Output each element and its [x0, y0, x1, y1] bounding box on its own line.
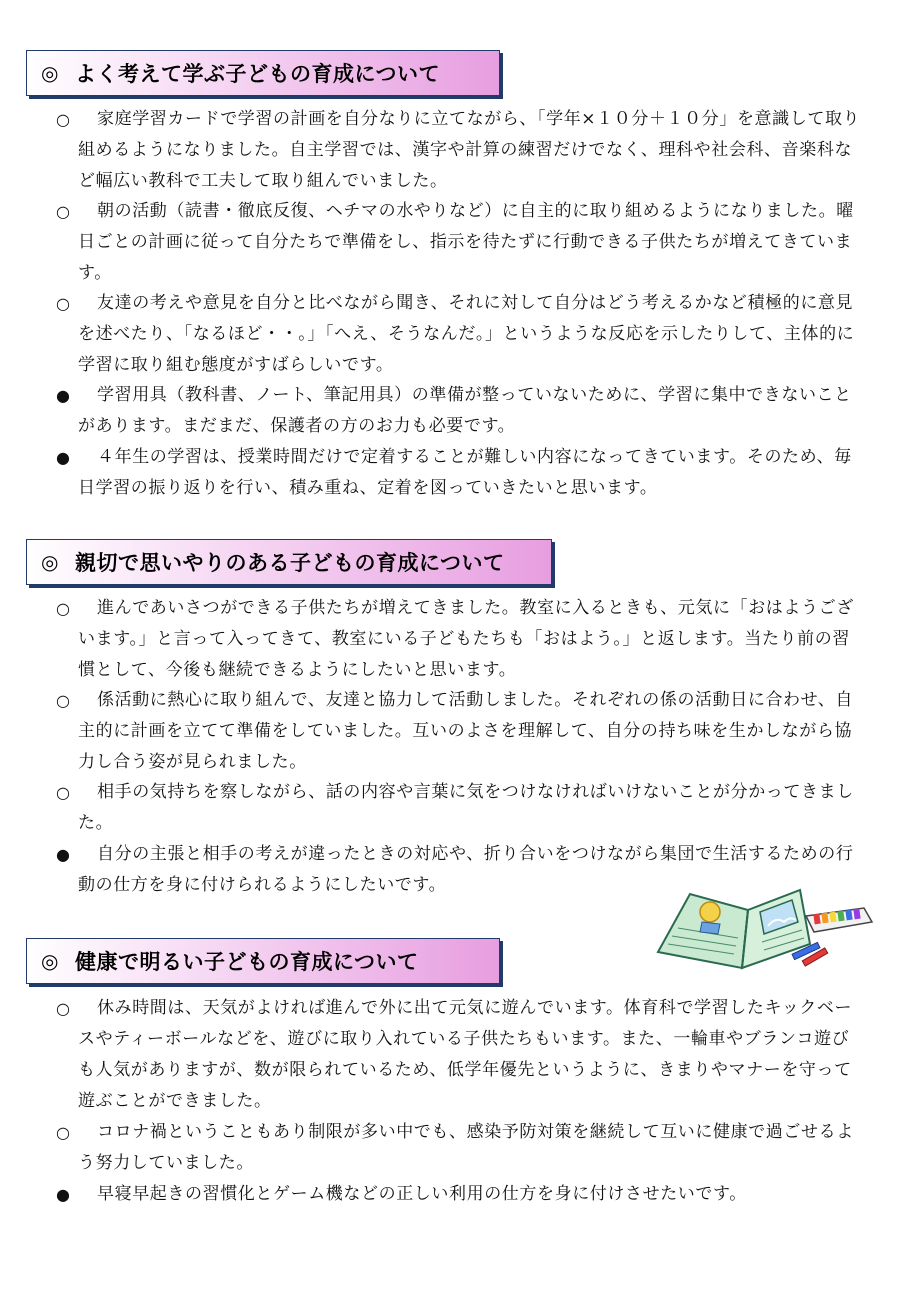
list-item — [56, 1117, 864, 1179]
bullet-icon: ○ — [56, 110, 71, 129]
bullet-icon: ● — [56, 845, 71, 864]
bullet-icon: ○ — [56, 783, 71, 802]
bullet-icon: ● — [56, 448, 71, 467]
item-text: 休み時間は、天気がよければ進んで外に出て元気に遊んでいます。体育科で学習したキックベースやティーボールなどを、遊びに取り入れている子供たちもいます。また、一輪車やブランコ遊びも人気がありますが、数が限られているため、低学年優先というように、きまりやマナーを守って遊ぶことができました。 — [78, 998, 853, 1111]
bullet-icon: ○ — [56, 294, 71, 313]
item-text: 相手の気持ちを察しながら、話の内容や言葉に気をつけなければいけないことが分かってきました。 — [78, 782, 854, 833]
section-title: 親切で思いやりのある子どもの育成について — [74, 551, 505, 575]
list-item — [56, 380, 864, 442]
item-text: 自分の主張と相手の考えが違ったときの対応や、折り合いをつけながら集団で生活するための行動の仕方を身に付けられるようにしたいです。 — [78, 844, 854, 895]
item-text: 学習用具（教科書、ノート、筆記用具）の準備が整っていないために、学習に集中できないことがあります。まだまだ、保護者の方のお力も必要です。 — [78, 385, 852, 436]
item-text: コロナ禍ということもあり制限が多い中でも、感染予防対策を継続して互いに健康で過ごせるよう努力していました。 — [78, 1122, 854, 1173]
list-item — [56, 442, 864, 504]
list-item — [56, 196, 864, 289]
list-item — [56, 993, 864, 1117]
list-item — [56, 104, 864, 197]
item-text: 家庭学習カードで学習の計画を自分なりに立てながら、「学年×１０分＋１０分」を意識して取り組めるようになりました。自主学習では、漢字や計算の練習だけでなく、理科や社会科、音楽科など幅広い教科で工夫して取り組んでいました。 — [78, 109, 861, 191]
bullet-icon: ● — [56, 1185, 71, 1204]
section-heading-learning — [26, 50, 500, 96]
list-item — [56, 288, 864, 381]
notebook-and-crayons-icon — [650, 882, 880, 976]
bullet-icon: ○ — [56, 691, 71, 710]
double-circle-mark: ◎ — [41, 61, 59, 85]
list-item — [56, 1179, 864, 1210]
list-item — [56, 685, 864, 778]
item-text: 係活動に熱心に取り組んで、友達と協力して活動しました。それぞれの係の活動日に合わせ、自主的に計画を立てて準備をしていました。互いのよさを理解して、自分の持ち味を生かしながら協力し合う姿が見られました。 — [78, 690, 853, 772]
list-item — [56, 777, 864, 839]
item-text: 早寝早起きの習慣化とゲーム機などの正しい利用の仕方を身に付けさせたいです。 — [97, 1184, 747, 1204]
section-title: よく考えて学ぶ子どもの育成について — [74, 62, 441, 86]
item-text: ４年生の学習は、授業時間だけで定着することが難しい内容になってきています。そのため、毎日学習の振り返りを行い、積み重ね、定着を図っていきたいと思います。 — [78, 447, 852, 498]
section-heading-health — [26, 938, 500, 984]
list-item — [56, 593, 864, 686]
bullet-icon: ○ — [56, 1123, 71, 1142]
bullet-icon: ○ — [56, 599, 71, 618]
double-circle-mark: ◎ — [41, 949, 59, 973]
bullet-icon: ● — [56, 386, 71, 405]
section-title: 健康で明るい子どもの育成について — [74, 950, 419, 974]
bullet-icon: ○ — [56, 202, 71, 221]
item-text: 朝の活動（読書・徹底反復、ヘチマの水やりなど）に自主的に取り組めるようになりました。曜日ごとの計画に従って自分たちで準備をし、指示を待たずに行動できる子供たちが増えてきています。 — [78, 201, 854, 283]
item-text: 進んであいさつができる子供たちが増えてきました。教室に入るときも、元気に「おはようございます。」と言って入ってきて、教室にいる子どもたちも「おはよう。」と返します。当たり前の習慣として、今後も継続できるようにしたいと思います。 — [78, 598, 854, 680]
double-circle-mark: ◎ — [41, 550, 59, 574]
item-text: 友達の考えや意見を自分と比べながら聞き、それに対して自分はどう考えるかなど積極的に意見を述べたり、「なるほど・・。」「へえ、そうなんだ。」というような反応を示したりして、主体的に学習に取り組む態度がすばらしいです。 — [78, 293, 855, 375]
section-heading-kindness — [26, 539, 552, 585]
bullet-icon: ○ — [56, 999, 71, 1018]
